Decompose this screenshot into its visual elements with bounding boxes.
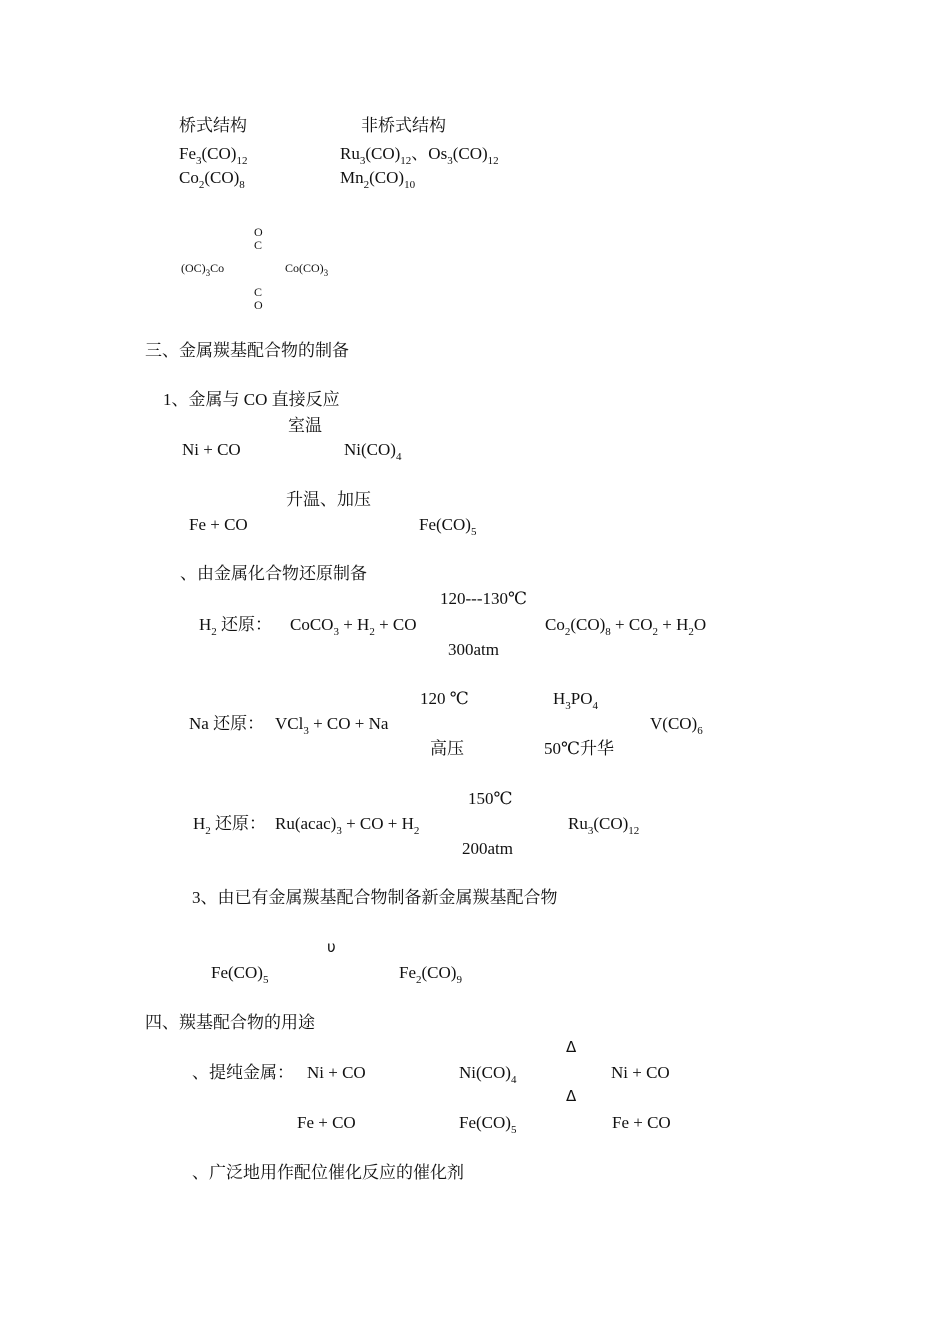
reaction2-product: $Fe(CO)_5$ (419, 515, 477, 538)
section3-subheading-1: 1、金属与 CO 直接反应 (163, 390, 340, 409)
reaction5-product: $Ru_3(CO)_{12}$ (568, 814, 640, 837)
formula-text: O (693, 615, 707, 634)
formula-fe3co12: $Fe_3(CO)_{12}$ (179, 144, 248, 167)
reaction5-label: $H_2$ 还原： (193, 814, 267, 837)
diagram-left-cobalt: $(OC)_3Co$ (181, 261, 225, 278)
diagram-bottom-oxygen: O (254, 298, 263, 312)
formula-text: + CO (374, 615, 417, 634)
reaction4-condition2-bottom: 50℃升华 (544, 739, 615, 758)
formula-subscript: 8 (605, 626, 611, 638)
section3-subheading-3: 3、由已有金属羰基配合物制备新金属羰基配合物 (192, 888, 558, 907)
use2-products: Fe + CO (612, 1113, 671, 1132)
reaction4-condition2-top: $H_3PO_4$ (553, 689, 599, 712)
diagram-top-carbon: C (254, 238, 263, 252)
reaction1-product: $Ni(CO)_4$ (344, 440, 402, 463)
nonbridged-structure-heading: 非桥式结构 (361, 116, 446, 135)
formula-subscript: 3 (333, 626, 339, 638)
formula-co2co8: $Co_2(CO)_8$ (179, 168, 245, 191)
bridged-structure-heading: 桥式结构 (179, 116, 247, 135)
reaction6-condition: υ (327, 938, 336, 956)
reaction4-condition1-bottom: 高压 (430, 739, 464, 758)
diagram-top-oxygen: O (254, 225, 263, 239)
use1-products: Ni + CO (611, 1063, 670, 1082)
use-catalyst-text: 、广泛地用作配位催化反应的催化剂 (192, 1163, 464, 1182)
reaction1-reactants: Ni + CO (182, 440, 241, 459)
formula-text: (CO) (570, 615, 606, 634)
use2-heat-symbol: Δ (566, 1087, 577, 1105)
reaction3-reactants (290, 615, 417, 638)
formula-mn2co10: $Mn_2(CO)_{10}$ (340, 168, 416, 191)
reaction2-reactants: Fe + CO (189, 515, 248, 534)
reaction5-condition-top: 150℃ (468, 789, 513, 808)
reaction6-reactant: $Fe(CO)_5$ (211, 963, 269, 986)
formula-text: + H (338, 615, 370, 634)
reaction5-reactants: $Ru(acac)_3$ + CO + $H_2$ (275, 814, 420, 837)
reaction4-product: $V(CO)_6$ (650, 714, 703, 737)
formula-text: + CO (610, 615, 653, 634)
reaction2-condition: 升温、加压 (286, 490, 371, 509)
reaction3-products (545, 615, 707, 638)
formula-text: CoCO (290, 615, 334, 634)
reaction4-label: Na 还原： (189, 714, 265, 733)
use2-reactants: Fe + CO (297, 1113, 356, 1132)
reaction5-condition-bottom: 200atm (462, 839, 513, 858)
diagram-bottom-carbon: C (254, 285, 263, 299)
formula-subscript: 2 (652, 626, 658, 638)
section3-heading: 三、金属羰基配合物的制备 (145, 341, 349, 360)
reaction4-reactants: VCl$_3$ + CO + Na (275, 714, 389, 737)
formula-ru3co12-os3co12: $Ru_3(CO)_{12}$、$Os_3(CO)_{12}$ (340, 144, 499, 167)
use1-heat-symbol: Δ (566, 1038, 577, 1056)
use1-intermediate: $Ni(CO)_4$ (459, 1063, 517, 1086)
reaction3-label: $H_2$ 还原： (199, 615, 273, 638)
formula-subscript: 2 (688, 626, 694, 638)
section3-subheading-2: 、由金属化合物还原制备 (180, 564, 367, 583)
reaction1-condition: 室温 (288, 416, 322, 435)
use2-intermediate: $Fe(CO)_5$ (459, 1113, 517, 1136)
section4-heading: 四、羰基配合物的用途 (145, 1013, 315, 1032)
use1-reactants: Ni + CO (307, 1063, 366, 1082)
formula-subscript: 2 (564, 626, 571, 638)
formula-text: Co (545, 615, 565, 634)
reaction6-product: $Fe_2(CO)_9$ (399, 963, 462, 986)
use1-label: 、提纯金属： (192, 1063, 294, 1082)
reaction3-condition-bottom: 300atm (448, 640, 499, 659)
reaction3-condition-top: 120---130℃ (440, 589, 528, 608)
reaction4-condition1-top: 120 ℃ (420, 689, 469, 708)
formula-subscript: 2 (369, 626, 375, 638)
diagram-right-cobalt: $Co(CO)_3$ (285, 261, 329, 278)
formula-text: + H (658, 615, 689, 634)
